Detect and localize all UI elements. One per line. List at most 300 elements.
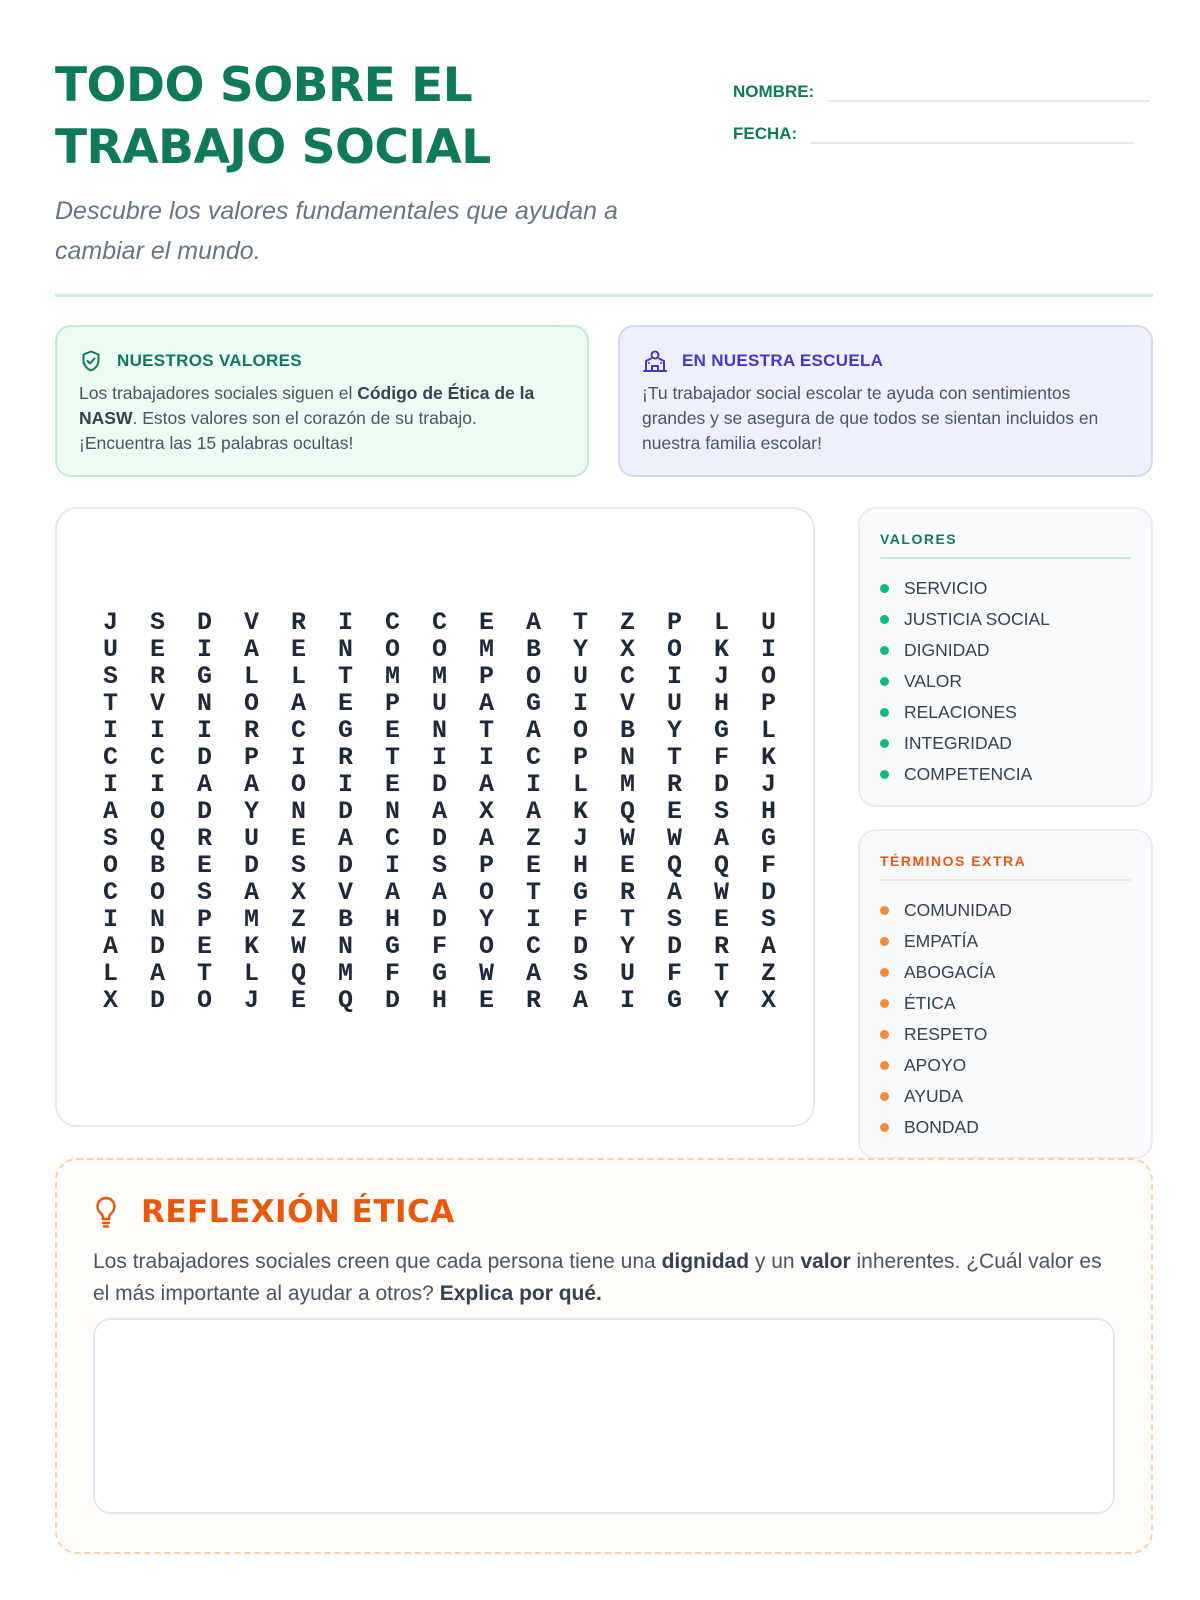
grid-letter[interactable]: C — [431, 608, 447, 637]
grid-letter[interactable]: G — [713, 716, 729, 745]
grid-letter[interactable]: A — [525, 959, 541, 988]
values-info-text: Los trabajadores sociales siguen el Código de Ética de la NASW. Estos valores son el corazón de su trabajo. ¡Encuentra las 15 palabras ocultas! — [79, 383, 535, 453]
grid-letter[interactable]: X — [760, 986, 776, 1015]
grid-letter[interactable]: T — [384, 743, 400, 772]
bullet-dot-icon — [880, 739, 889, 748]
grid-letter[interactable]: E — [337, 689, 353, 718]
grid-letter[interactable]: D — [384, 986, 400, 1015]
grid-letter[interactable]: P — [243, 743, 259, 772]
grid-letter[interactable]: I — [149, 770, 165, 799]
grid-letter[interactable]: G — [196, 662, 212, 691]
word-list-label: SERVICIO — [904, 578, 988, 598]
grid-letter[interactable]: D — [149, 986, 165, 1015]
grid-letter[interactable]: S — [666, 905, 682, 934]
page-title — [55, 55, 675, 179]
grid-letter[interactable]: I — [149, 716, 165, 745]
grid-letter[interactable]: C — [384, 824, 400, 853]
grid-letter[interactable]: V — [619, 689, 635, 718]
word-list-item — [880, 759, 1131, 790]
grid-letter[interactable]: A — [337, 824, 353, 853]
grid-letter[interactable]: A — [431, 797, 447, 826]
grid-letter[interactable]: O — [149, 878, 165, 907]
grid-letter[interactable]: U — [431, 689, 447, 718]
grid-letter[interactable]: A — [149, 959, 165, 988]
grid-letter[interactable]: B — [149, 851, 165, 880]
grid-letter[interactable]: Z — [290, 905, 306, 934]
grid-letter[interactable]: C — [619, 662, 635, 691]
grid-letter[interactable]: E — [290, 986, 306, 1015]
grid-letter[interactable]: K — [243, 932, 259, 961]
grid-letter[interactable]: L — [290, 662, 306, 691]
grid-letter[interactable]: I — [525, 770, 541, 799]
grid-letter[interactable]: A — [243, 878, 259, 907]
grid-letter[interactable]: I — [290, 743, 306, 772]
name-row — [733, 60, 1153, 102]
grid-letter[interactable]: I — [619, 986, 635, 1015]
grid-letter[interactable]: W — [619, 824, 635, 853]
grid-letter[interactable]: G — [431, 959, 447, 988]
grid-letter[interactable]: D — [431, 824, 447, 853]
grid-letter[interactable]: O — [572, 716, 588, 745]
grid-letter[interactable]: J — [243, 986, 259, 1015]
word-list-item — [880, 895, 1131, 926]
grid-letter[interactable]: E — [619, 851, 635, 880]
grid-letter[interactable]: M — [243, 905, 259, 934]
school-info-text: ¡Tu trabajador social escolar te ayuda con sentimientos grandes y se asegura de que todos se sientan incluidos en nuestra familia escolar! — [642, 383, 1099, 453]
grid-letter[interactable]: T — [666, 743, 682, 772]
school-building-icon — [642, 349, 668, 373]
word-list-item — [880, 1050, 1131, 1081]
grid-letter[interactable]: F — [666, 959, 682, 988]
grid-letter[interactable]: L — [102, 959, 118, 988]
word-search-card — [55, 507, 815, 1127]
grid-letter[interactable]: G — [384, 932, 400, 961]
grid-letter[interactable]: I — [572, 689, 588, 718]
grid-letter[interactable]: P — [760, 689, 776, 718]
word-list-label: JUSTICIA SOCIAL — [904, 609, 1050, 629]
grid-letter[interactable]: N — [290, 797, 306, 826]
grid-letter[interactable]: N — [431, 716, 447, 745]
grid-letter[interactable]: V — [243, 608, 259, 637]
grid-letter[interactable]: O — [243, 689, 259, 718]
grid-letter[interactable]: C — [525, 743, 541, 772]
word-list-item — [880, 666, 1131, 697]
grid-letter[interactable]: Q — [619, 797, 635, 826]
bullet-dot-icon — [880, 1061, 889, 1070]
grid-letter[interactable]: L — [760, 716, 776, 745]
grid-letter[interactable]: T — [478, 716, 494, 745]
grid-letter[interactable]: Q — [713, 851, 729, 880]
bullet-dot-icon — [880, 1092, 889, 1101]
grid-letter[interactable]: G — [666, 986, 682, 1015]
grid-letter[interactable]: Y — [243, 797, 259, 826]
grid-letter[interactable]: C — [149, 743, 165, 772]
grid-letter[interactable]: K — [713, 635, 729, 664]
grid-letter[interactable]: E — [666, 797, 682, 826]
grid-letter[interactable]: I — [525, 905, 541, 934]
grid-letter[interactable]: O — [384, 635, 400, 664]
grid-letter[interactable]: F — [713, 743, 729, 772]
word-list-item — [880, 728, 1131, 759]
grid-letter[interactable]: A — [243, 770, 259, 799]
word-list-label: COMUNIDAD — [904, 900, 1012, 920]
answer-textarea[interactable] — [93, 1318, 1115, 1514]
grid-letter[interactable]: U — [243, 824, 259, 853]
grid-letter[interactable]: S — [572, 959, 588, 988]
lightbulb-icon — [93, 1195, 119, 1229]
grid-letter[interactable]: R — [525, 986, 541, 1015]
grid-letter[interactable]: E — [713, 905, 729, 934]
grid-letter[interactable]: H — [384, 905, 400, 934]
grid-letter[interactable]: S — [102, 824, 118, 853]
word-list-label: INTEGRIDAD — [904, 733, 1012, 753]
grid-letter[interactable]: W — [290, 932, 306, 961]
grid-letter[interactable]: I — [337, 608, 353, 637]
grid-letter[interactable]: P — [196, 905, 212, 934]
word-list-item — [880, 635, 1131, 666]
values-word-list — [858, 507, 1153, 807]
grid-letter[interactable]: I — [102, 716, 118, 745]
grid-letter[interactable]: V — [149, 689, 165, 718]
grid-letter[interactable]: B — [619, 716, 635, 745]
grid-letter[interactable]: C — [102, 743, 118, 772]
word-list-item — [880, 1081, 1131, 1112]
header-divider — [55, 294, 1153, 297]
grid-letter[interactable]: S — [290, 851, 306, 880]
grid-letter[interactable]: Q — [290, 959, 306, 988]
grid-letter[interactable]: E — [478, 986, 494, 1015]
grid-letter[interactable]: A — [478, 824, 494, 853]
grid-letter[interactable]: T — [619, 905, 635, 934]
grid-letter[interactable]: Z — [619, 608, 635, 637]
grid-letter[interactable]: D — [760, 878, 776, 907]
grid-letter[interactable]: A — [572, 986, 588, 1015]
grid-letter[interactable]: H — [431, 986, 447, 1015]
grid-letter[interactable]: D — [196, 743, 212, 772]
bullet-dot-icon — [880, 615, 889, 624]
grid-letter[interactable]: J — [713, 662, 729, 691]
grid-letter[interactable]: F — [572, 905, 588, 934]
grid-letter[interactable]: F — [431, 932, 447, 961]
grid-letter[interactable]: H — [572, 851, 588, 880]
school-info-box — [618, 325, 1153, 477]
grid-letter[interactable]: D — [149, 932, 165, 961]
bullet-dot-icon — [880, 937, 889, 946]
grid-letter[interactable]: E — [478, 608, 494, 637]
word-search-grid — [87, 609, 792, 1014]
grid-letter[interactable]: T — [337, 662, 353, 691]
grid-letter[interactable]: R — [337, 743, 353, 772]
grid-letter[interactable]: V — [337, 878, 353, 907]
word-list-label: VALOR — [904, 671, 963, 691]
grid-letter[interactable]: T — [713, 959, 729, 988]
grid-letter[interactable]: U — [760, 608, 776, 637]
grid-letter[interactable]: O — [149, 797, 165, 826]
grid-letter[interactable]: X — [619, 635, 635, 664]
grid-letter[interactable]: I — [760, 635, 776, 664]
grid-letter[interactable]: K — [760, 743, 776, 772]
title-block — [55, 55, 675, 271]
word-list-label: AYUDA — [904, 1086, 963, 1106]
grid-letter[interactable]: R — [666, 770, 682, 799]
grid-letter[interactable]: A — [666, 878, 682, 907]
grid-letter[interactable]: A — [102, 932, 118, 961]
word-list-label: ABOGACÍA — [904, 962, 996, 982]
grid-letter[interactable]: Q — [337, 986, 353, 1015]
bullet-dot-icon — [880, 1123, 889, 1132]
grid-letter[interactable]: R — [713, 932, 729, 961]
name-label: NOMBRE: — [733, 82, 815, 101]
grid-letter[interactable]: D — [196, 797, 212, 826]
grid-letter[interactable]: N — [337, 635, 353, 664]
word-list-label: RELACIONES — [904, 702, 1017, 722]
grid-letter[interactable]: C — [290, 716, 306, 745]
grid-letter[interactable]: A — [478, 689, 494, 718]
grid-letter[interactable]: A — [102, 797, 118, 826]
grid-letter[interactable]: C — [102, 878, 118, 907]
grid-letter[interactable]: O — [525, 662, 541, 691]
word-list-label: BONDAD — [904, 1117, 979, 1137]
reflection-title: REFLEXIÓN ÉTICA — [141, 1194, 455, 1230]
grid-letter[interactable]: M — [478, 635, 494, 664]
grid-letter[interactable]: O — [290, 770, 306, 799]
bullet-dot-icon — [880, 646, 889, 655]
grid-letter[interactable]: T — [196, 959, 212, 988]
shield-check-icon — [79, 349, 103, 373]
word-list-item — [880, 957, 1131, 988]
school-info-heading — [642, 349, 1129, 373]
grid-letter[interactable]: M — [384, 662, 400, 691]
bullet-dot-icon — [880, 906, 889, 915]
grid-letter[interactable]: I — [196, 635, 212, 664]
grid-letter[interactable]: M — [431, 662, 447, 691]
grid-letter[interactable]: O — [478, 878, 494, 907]
word-list-label: DIGNIDAD — [904, 640, 990, 660]
grid-letter[interactable]: P — [666, 608, 682, 637]
grid-letter[interactable]: B — [525, 635, 541, 664]
grid-letter[interactable]: E — [196, 851, 212, 880]
grid-letter[interactable]: P — [572, 743, 588, 772]
grid-letter[interactable]: G — [760, 824, 776, 853]
grid-letter[interactable]: N — [384, 797, 400, 826]
grid-letter[interactable]: W — [713, 878, 729, 907]
grid-letter[interactable]: X — [478, 797, 494, 826]
grid-letter[interactable]: G — [572, 878, 588, 907]
values-info-heading — [79, 349, 565, 373]
reflection-heading — [93, 1190, 1115, 1234]
grid-letter[interactable]: E — [196, 932, 212, 961]
grid-letter[interactable]: L — [572, 770, 588, 799]
grid-letter[interactable]: S — [431, 851, 447, 880]
grid-letter[interactable]: W — [478, 959, 494, 988]
grid-letter[interactable]: I — [478, 743, 494, 772]
grid-letter[interactable]: A — [431, 878, 447, 907]
grid-letter[interactable]: I — [196, 716, 212, 745]
grid-letter[interactable]: P — [478, 662, 494, 691]
grid-letter[interactable]: E — [149, 635, 165, 664]
values-list — [880, 573, 1131, 790]
grid-letter[interactable]: E — [290, 635, 306, 664]
name-field[interactable] — [828, 76, 1150, 102]
grid-letter[interactable]: I — [666, 662, 682, 691]
grid-letter[interactable]: R — [243, 716, 259, 745]
grid-letter[interactable]: D — [431, 770, 447, 799]
word-list-label: RESPETO — [904, 1024, 988, 1044]
grid-letter[interactable]: M — [619, 770, 635, 799]
grid-letter[interactable]: L — [243, 959, 259, 988]
grid-letter[interactable]: C — [525, 932, 541, 961]
grid-letter[interactable]: D — [713, 770, 729, 799]
grid-letter[interactable]: T — [525, 878, 541, 907]
grid-letter[interactable]: O — [666, 635, 682, 664]
grid-letter[interactable]: T — [102, 689, 118, 718]
grid-letter[interactable]: A — [525, 608, 541, 637]
grid-letter[interactable]: H — [713, 689, 729, 718]
grid-letter[interactable]: A — [478, 770, 494, 799]
grid-letter[interactable]: A — [196, 770, 212, 799]
grid-letter[interactable]: J — [102, 608, 118, 637]
grid-letter[interactable]: Z — [760, 959, 776, 988]
grid-letter[interactable]: N — [149, 905, 165, 934]
extra-list — [880, 895, 1131, 1143]
word-list-item — [880, 1112, 1131, 1143]
grid-letter[interactable]: A — [525, 797, 541, 826]
grid-letter[interactable]: I — [102, 905, 118, 934]
grid-letter[interactable]: R — [149, 662, 165, 691]
grid-letter[interactable]: P — [384, 689, 400, 718]
grid-letter[interactable]: A — [290, 689, 306, 718]
grid-letter[interactable]: Y — [666, 716, 682, 745]
grid-letter[interactable]: Q — [666, 851, 682, 880]
grid-letter[interactable]: J — [760, 770, 776, 799]
grid-letter[interactable]: W — [666, 824, 682, 853]
grid-letter[interactable]: E — [384, 716, 400, 745]
date-row — [733, 102, 1153, 144]
grid-letter[interactable]: P — [478, 851, 494, 880]
grid-letter[interactable]: T — [572, 608, 588, 637]
title-line-1: TODO SOBRE EL — [55, 58, 473, 113]
grid-letter[interactable]: L — [243, 662, 259, 691]
grid-letter[interactable]: S — [713, 797, 729, 826]
grid-letter[interactable]: D — [196, 608, 212, 637]
grid-letter[interactable]: Q — [149, 824, 165, 853]
grid-letter[interactable]: K — [572, 797, 588, 826]
grid-letter[interactable]: F — [760, 851, 776, 880]
grid-letter[interactable]: X — [102, 986, 118, 1015]
bullet-dot-icon — [880, 999, 889, 1008]
grid-letter[interactable]: A — [243, 635, 259, 664]
grid-letter[interactable]: D — [666, 932, 682, 961]
grid-letter[interactable]: R — [619, 878, 635, 907]
grid-letter[interactable]: I — [431, 743, 447, 772]
bullet-dot-icon — [880, 708, 889, 717]
grid-letter[interactable]: A — [760, 932, 776, 961]
grid-letter[interactable]: U — [102, 635, 118, 664]
grid-letter[interactable]: E — [290, 824, 306, 853]
grid-letter[interactable]: A — [713, 824, 729, 853]
grid-letter[interactable]: O — [478, 932, 494, 961]
grid-letter[interactable]: I — [337, 770, 353, 799]
grid-letter[interactable]: X — [290, 878, 306, 907]
grid-letter[interactable]: U — [666, 689, 682, 718]
grid-letter[interactable]: S — [196, 878, 212, 907]
grid-letter[interactable]: N — [619, 743, 635, 772]
grid-letter[interactable]: S — [102, 662, 118, 691]
grid-letter[interactable]: D — [572, 932, 588, 961]
bullet-dot-icon — [880, 677, 889, 686]
grid-letter[interactable]: Y — [572, 635, 588, 664]
values-info-title: NUESTROS VALORES — [117, 351, 302, 370]
grid-letter[interactable]: I — [384, 851, 400, 880]
bullet-dot-icon — [880, 770, 889, 779]
date-field[interactable] — [811, 118, 1133, 144]
grid-letter[interactable]: N — [196, 689, 212, 718]
grid-letter[interactable]: G — [337, 716, 353, 745]
word-list-item — [880, 697, 1131, 728]
grid-letter[interactable]: S — [149, 608, 165, 637]
grid-letter[interactable]: C — [384, 608, 400, 637]
reflection-prompt: Los trabajadores sociales creen que cada persona tiene una dignidad y un valor inherentes. ¿Cuál valor es el más importante al ayudar a otros? Explica por qué. — [93, 1250, 1102, 1305]
grid-letter[interactable]: O — [196, 986, 212, 1015]
student-info — [733, 60, 1153, 144]
grid-letter[interactable]: D — [337, 851, 353, 880]
grid-letter[interactable]: E — [525, 851, 541, 880]
grid-letter[interactable]: I — [102, 770, 118, 799]
grid-letter[interactable]: O — [760, 662, 776, 691]
grid-letter[interactable]: R — [196, 824, 212, 853]
grid-letter[interactable]: M — [337, 959, 353, 988]
grid-letter[interactable]: D — [337, 797, 353, 826]
bullet-dot-icon — [880, 1030, 889, 1039]
grid-letter[interactable]: A — [525, 716, 541, 745]
grid-letter[interactable]: Z — [525, 824, 541, 853]
nasw-code: Código de Ética de la NASW — [79, 383, 535, 428]
grid-letter[interactable]: Y — [478, 905, 494, 934]
word-list-item — [880, 573, 1131, 604]
grid-letter[interactable]: H — [760, 797, 776, 826]
word-list-item — [880, 1019, 1131, 1050]
grid-letter[interactable]: Y — [619, 932, 635, 961]
grid-letter[interactable]: U — [572, 662, 588, 691]
grid-letter[interactable]: F — [384, 959, 400, 988]
bullet-dot-icon — [880, 584, 889, 593]
school-info-title: EN NUESTRA ESCUELA — [682, 351, 884, 370]
grid-letter[interactable]: Y — [713, 986, 729, 1015]
grid-letter[interactable]: O — [431, 635, 447, 664]
extra-word-list — [858, 829, 1153, 1159]
grid-letter[interactable]: J — [572, 824, 588, 853]
values-list-heading: VALORES — [880, 531, 1131, 559]
grid-letter[interactable]: D — [431, 905, 447, 934]
grid-letter[interactable]: O — [102, 851, 118, 880]
grid-letter[interactable]: G — [525, 689, 541, 718]
values-info-box — [55, 325, 589, 477]
word-list-item — [880, 988, 1131, 1019]
grid-letter[interactable]: R — [290, 608, 306, 637]
word-list-label: APOYO — [904, 1055, 967, 1075]
grid-letter[interactable]: D — [243, 851, 259, 880]
grid-letter[interactable]: U — [619, 959, 635, 988]
grid-letter[interactable]: N — [337, 932, 353, 961]
grid-letter[interactable]: S — [760, 905, 776, 934]
bullet-dot-icon — [880, 968, 889, 977]
word-list-label: ÉTICA — [904, 993, 956, 1013]
reflection-section — [55, 1158, 1153, 1554]
grid-letter[interactable]: B — [337, 905, 353, 934]
grid-letter[interactable]: L — [713, 608, 729, 637]
grid-letter[interactable]: E — [384, 770, 400, 799]
grid-letter[interactable]: A — [384, 878, 400, 907]
